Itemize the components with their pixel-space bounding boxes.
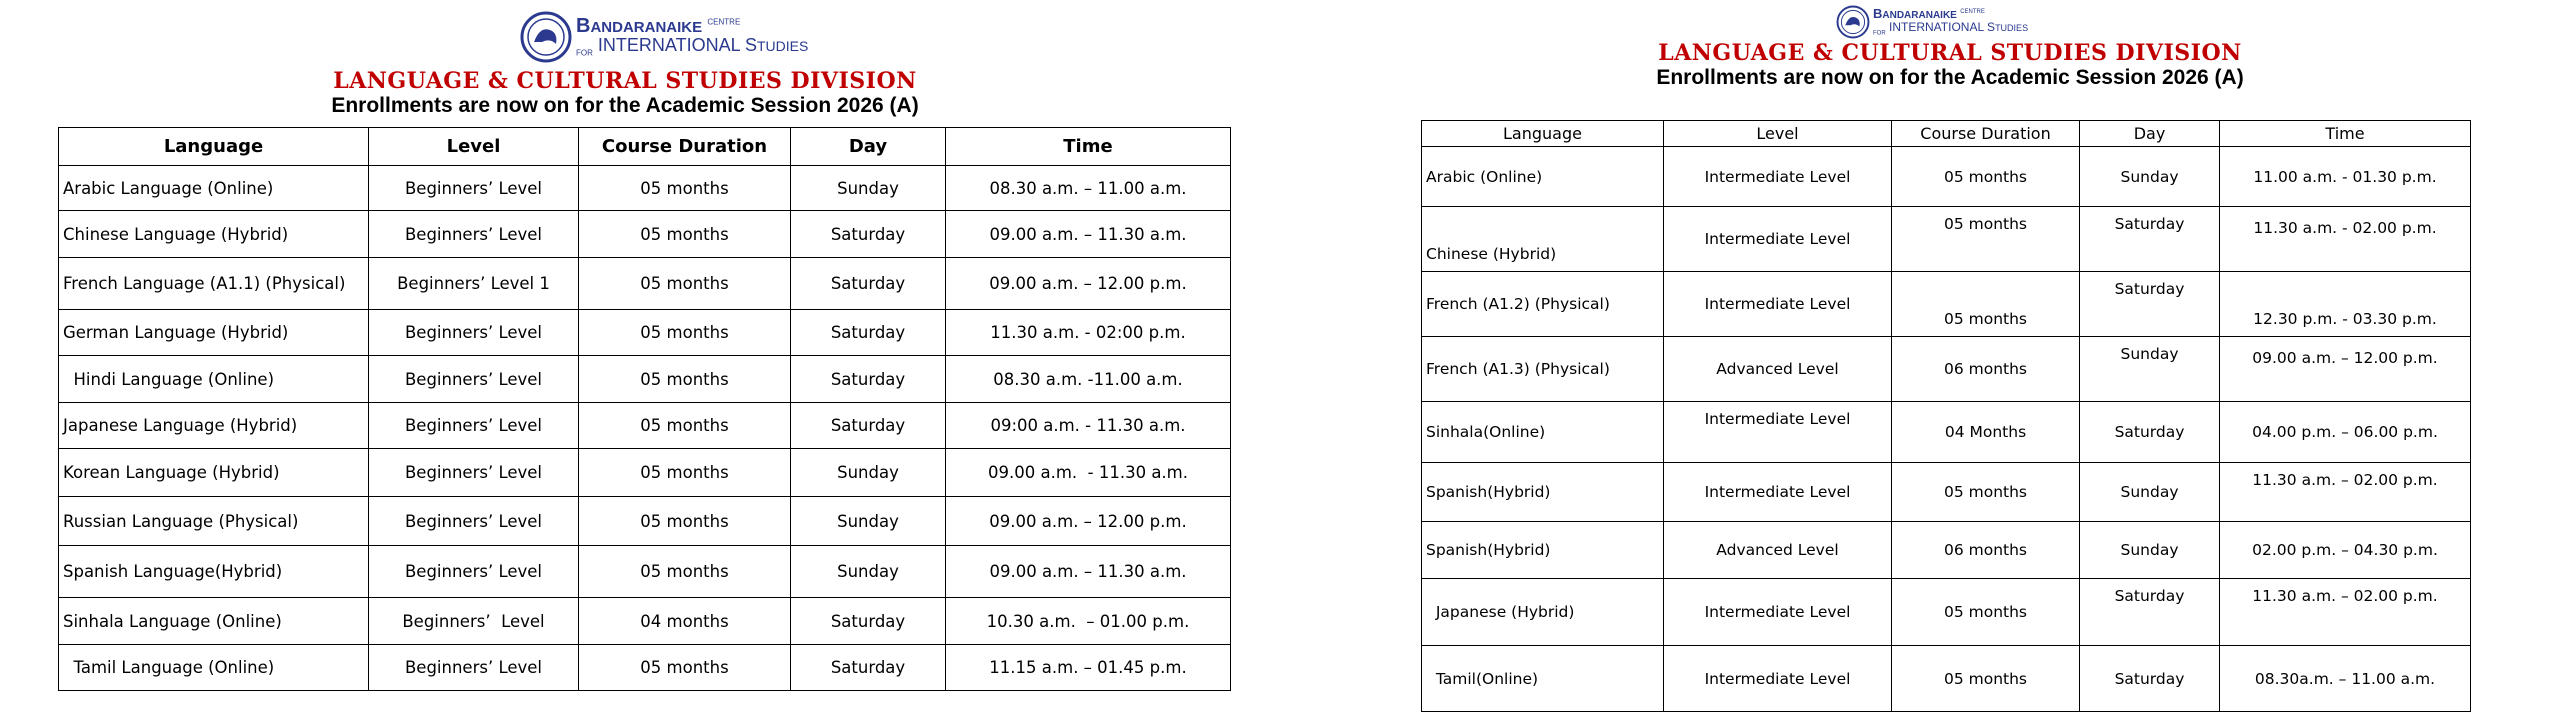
header-time: Time [2220,121,2471,147]
cell-time: 08.30 a.m. -11.00 a.m. [946,356,1231,403]
cell-level: Beginners’ Level [369,166,579,211]
cell-duration: 05 months [579,356,791,403]
header-language: Language [59,128,369,166]
cell-day: Sunday [791,546,946,598]
cell-level: Beginners’ Level [369,449,579,497]
cell-duration: 06 months [1892,522,2080,579]
cell-duration: 05 months [579,258,791,310]
logo-b: B [1873,6,1883,22]
cell-language: Chinese (Hybrid) [1422,207,1664,272]
cell-day: Sunday [2080,147,2220,207]
cell-level: Beginners’ Level [369,645,579,691]
cell-duration: 05 months [579,310,791,356]
table-row [59,497,1231,546]
cell-day: Sunday [791,166,946,211]
cell-day: Saturday [2080,579,2220,646]
cell-language: Chinese Language (Hybrid) [59,211,369,258]
header-language: Language [1422,121,1664,147]
institute-logo [1836,2,2028,42]
beginners-timetable [58,127,1231,691]
table-row [1422,579,2471,646]
cell-language: Spanish Language(Hybrid) [59,546,369,598]
cell-language: Korean Language (Hybrid) [59,449,369,497]
cell-time: 09:00 a.m. - 11.30 a.m. [946,403,1231,449]
cell-language: Japanese (Hybrid) [1422,579,1664,646]
cell-language: French (A1.2) (Physical) [1422,272,1664,337]
table-header-row [59,128,1231,166]
cell-duration: 05 months [579,211,791,258]
cell-level: Beginners’ Level [369,546,579,598]
cell-level: Intermediate Level [1664,646,1892,712]
cell-day: Saturday [2080,272,2220,337]
cell-time: 11.30 a.m. - 02:00 p.m. [946,310,1231,356]
cell-duration: 05 months [579,645,791,691]
cell-day: Saturday [791,211,946,258]
cell-day: Saturday [791,356,946,403]
cell-day: Saturday [2080,402,2220,463]
cell-language: French Language (A1.1) (Physical) [59,258,369,310]
cell-level: Intermediate Level [1664,272,1892,337]
cell-time: 08.30a.m. – 11.00 a.m. [2220,646,2471,712]
cell-level: Intermediate Level [1664,207,1892,272]
logo-b: B [576,15,591,38]
cell-duration: 05 months [1892,646,2080,712]
logo-for: FOR [1873,30,1886,37]
table-row [1422,402,2471,463]
cell-duration: 06 months [1892,337,2080,402]
header-time: Time [946,128,1231,166]
table-row [1422,207,2471,272]
cell-language: Sinhala Language (Online) [59,598,369,645]
logo-centre: CENTRE [707,17,741,27]
header-level: Level [369,128,579,166]
cell-time: 09.00 a.m. – 12.00 p.m. [2220,337,2471,402]
cell-day: Saturday [791,645,946,691]
cell-day: Sunday [791,449,946,497]
table-row [59,546,1231,598]
cell-language: Spanish(Hybrid) [1422,522,1664,579]
logo-s: S [1987,20,1996,35]
cell-time: 11.30 a.m. - 02.00 p.m. [2220,207,2471,272]
cell-day: Saturday [791,258,946,310]
enrollment-heading: Enrollments are now on for the Academic Session 2026 (A) [331,94,919,117]
cell-level: Beginners’ Level [369,403,579,449]
enrollment-heading: Enrollments are now on for the Academic Session 2026 (A) [1656,66,2244,89]
cell-time: 12.30 p.m. - 03.30 p.m. [2220,272,2471,337]
table-row [1422,463,2471,522]
table-row [59,449,1231,497]
cell-language: Arabic (Online) [1422,147,1664,207]
cell-day: Saturday [2080,207,2220,272]
cell-time: 08.30 a.m. – 11.00 a.m. [946,166,1231,211]
table-row [59,258,1231,310]
cell-level: Beginners’ Level [369,211,579,258]
cell-day: Sunday [2080,463,2220,522]
header-level: Level [1664,121,1892,147]
table-row [1422,646,2471,712]
cell-time: 11.30 a.m. – 02.00 p.m. [2220,463,2471,522]
cell-time: 11.00 a.m. - 01.30 p.m. [2220,147,2471,207]
logo-for: FOR [576,48,593,58]
cell-duration: 05 months [1892,207,2080,272]
cell-day: Saturday [791,598,946,645]
division-title: LANGUAGE & CULTURAL STUDIES DIVISION [1658,40,2242,66]
cell-time: 11.15 a.m. – 01.45 p.m. [946,645,1231,691]
table-row [1422,272,2471,337]
logo-centre: CENTRE [1960,9,1985,16]
cell-time: 04.00 p.m. – 06.00 p.m. [2220,402,2471,463]
header-duration: Course Duration [579,128,791,166]
cell-language: Sinhala(Online) [1422,402,1664,463]
cell-day: Saturday [2080,646,2220,712]
table-row [59,645,1231,691]
cell-level: Beginners’ Level [369,310,579,356]
cell-time: 11.30 a.m. – 02.00 p.m. [2220,579,2471,646]
intermediate-advanced-timetable [1421,120,2471,712]
logo-tudies: TUDIES [756,38,809,55]
cell-level: Intermediate Level [1664,402,1892,463]
cell-language: Tamil(Online) [1422,646,1664,712]
cell-duration: 05 months [579,166,791,211]
cell-language: Tamil Language (Online) [59,645,369,691]
table-row [59,211,1231,258]
header-day: Day [2080,121,2220,147]
cell-duration: 05 months [579,449,791,497]
table-row [59,166,1231,211]
division-title: LANGUAGE & CULTURAL STUDIES DIVISION [333,68,917,94]
logo-international: INTERNATIONAL [1889,20,1984,35]
cell-time: 09.00 a.m. – 12.00 p.m. [946,497,1231,546]
cell-level: Beginners’ Level 1 [369,258,579,310]
cell-duration: 05 months [579,403,791,449]
cell-language: Arabic Language (Online) [59,166,369,211]
cell-language: Japanese Language (Hybrid) [59,403,369,449]
table-row [59,310,1231,356]
table-row [1422,522,2471,579]
table-row [59,356,1231,403]
cell-duration: 05 months [1892,579,2080,646]
table-row [1422,337,2471,402]
cell-duration: 05 months [1892,147,2080,207]
logo-wordmark [1873,7,2028,36]
cell-day: Saturday [791,310,946,356]
table-row [59,403,1231,449]
cell-duration: 05 months [1892,272,2080,337]
logo-andaranaike: ANDARANAIKE [590,19,703,37]
logo-international: INTERNATIONAL [597,35,740,56]
cell-level: Advanced Level [1664,337,1892,402]
cell-time: 09.00 a.m. – 12.00 p.m. [946,258,1231,310]
cell-level: Intermediate Level [1664,579,1892,646]
cell-duration: 05 months [579,497,791,546]
cell-language: Spanish(Hybrid) [1422,463,1664,522]
logo-s: S [744,35,757,56]
logo-wordmark [576,16,808,58]
logo-tudies: TUDIES [1995,23,2029,34]
cell-duration: 04 months [579,598,791,645]
cell-time: 02.00 p.m. – 04.30 p.m. [2220,522,2471,579]
cell-language: French (A1.3) (Physical) [1422,337,1664,402]
cell-level: Advanced Level [1664,522,1892,579]
cell-level: Beginners’ Level [369,356,579,403]
emblem-icon [520,6,572,68]
table-row [59,598,1231,645]
table-header-row [1422,121,2471,147]
cell-time: 10.30 a.m. – 01.00 p.m. [946,598,1231,645]
cell-day: Sunday [791,497,946,546]
cell-level: Beginners’ Level [369,497,579,546]
header-day: Day [791,128,946,166]
header-duration: Course Duration [1892,121,2080,147]
cell-time: 09.00 a.m. – 11.30 a.m. [946,546,1231,598]
cell-level: Intermediate Level [1664,463,1892,522]
cell-language: German Language (Hybrid) [59,310,369,356]
cell-time: 09.00 a.m. – 11.30 a.m. [946,211,1231,258]
cell-day: Sunday [2080,337,2220,402]
institute-logo [520,6,808,68]
cell-day: Sunday [2080,522,2220,579]
cell-time: 09.00 a.m. - 11.30 a.m. [946,449,1231,497]
cell-duration: 04 Months [1892,402,2080,463]
cell-level: Intermediate Level [1664,147,1892,207]
cell-language: Hindi Language (Online) [59,356,369,403]
cell-day: Saturday [791,403,946,449]
cell-duration: 05 months [1892,463,2080,522]
table-row [1422,147,2471,207]
cell-level: Beginners’ Level [369,598,579,645]
cell-duration: 05 months [579,546,791,598]
emblem-icon [1836,2,1870,42]
cell-language: Russian Language (Physical) [59,497,369,546]
logo-andaranaike: ANDARANAIKE [1882,10,1957,22]
